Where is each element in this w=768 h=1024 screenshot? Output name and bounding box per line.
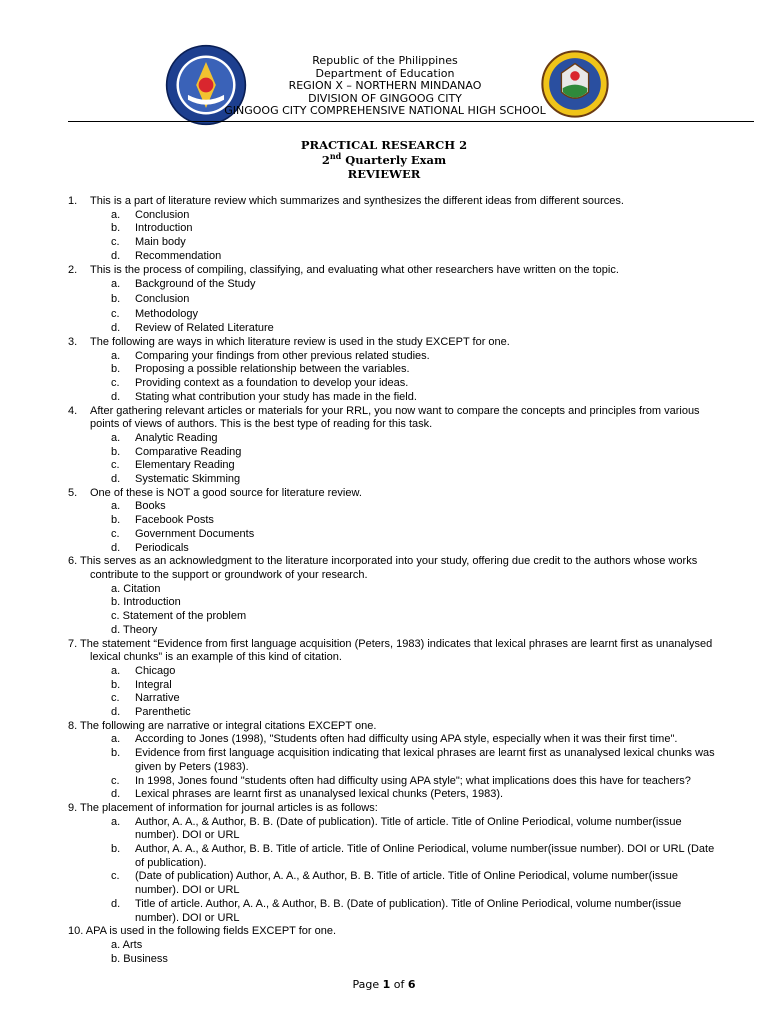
title-reviewer: REVIEWER xyxy=(347,167,421,181)
option: c. Narrative xyxy=(111,692,180,705)
exam-title xyxy=(0,138,768,182)
option: b. Facebook Posts xyxy=(111,514,214,527)
options-2 xyxy=(68,277,723,336)
question-8: 8. The following are narrative or integral citations EXCEPT one. xyxy=(68,719,377,732)
header-line-department: Department of Education xyxy=(315,66,455,80)
option: a. Analytic Reading xyxy=(111,431,218,444)
question-9: 9. The placement of information for journal articles is as follows: xyxy=(68,801,378,814)
option: b. Conclusion xyxy=(111,292,190,305)
options-10 xyxy=(68,939,723,966)
question-1: 1. This is a part of literature review which summarizes and synthesizes the different ideas from different sources. xyxy=(68,195,624,207)
option: d. Periodicals xyxy=(111,541,189,554)
title-subject: PRACTICAL RESEARCH 2 xyxy=(300,138,468,152)
option: d. Title of article. Author, A. A., & Author, B. B. (Date of publication). Title of Online Periodical, volume number(issue number). DOI or URL xyxy=(111,897,682,924)
option: d. Review of Related Literature xyxy=(111,322,274,335)
header-line-school: GINGOOG CITY COMPREHENSIVE NATIONAL HIGH SCHOOL xyxy=(224,104,546,117)
option: c. Providing context as a foundation to develop your ideas. xyxy=(111,377,409,390)
option: d. Recommendation xyxy=(111,249,222,262)
option: d. Systematic Skimming xyxy=(111,473,241,486)
header-line-region: REGION X – NORTHERN MINDANAO xyxy=(288,79,482,92)
option: b. Evidence from first language acquisition indicating that lexical phrases are learnt first as unanalysed lexical chunks was given by Peters (1983). xyxy=(111,747,715,773)
options-1 xyxy=(68,209,723,264)
header-divider xyxy=(68,121,754,122)
option: b. Proposing a possible relationship between the variables. xyxy=(111,363,410,376)
question-3: 3. The following are ways in which literature review is used in the study EXCEPT for one. xyxy=(68,336,510,349)
options-5 xyxy=(68,500,723,555)
header-lines xyxy=(200,55,570,118)
option: b. Introduction xyxy=(111,222,193,235)
option: c. (Date of publication) Author, A. A., & Author, B. B. Title of article. Title of Online Periodical, volume number(issue number). DOI or URL xyxy=(111,870,678,897)
options-8 xyxy=(68,733,723,802)
option: a. Arts xyxy=(111,938,143,951)
option: d. Theory xyxy=(111,623,158,636)
question-4: 4. After gathering relevant articles or materials for your RRL, you now want to compare the concepts and principles from various points of views of authors. This is the best type of reading for this task. xyxy=(68,404,700,431)
option: b. Author, A. A., & Author, B. B. Title of article. Title of Online Periodical, volume number(issue number). DOI or URL (Date of publication). xyxy=(111,843,715,869)
question-10: 10. APA is used in the following fields EXCEPT for one. xyxy=(68,925,337,938)
question-7: 7. The statement “Evidence from first language acquisition (Peters, 1983) indicates that lexical phrases are learnt first as unanalysed lexical chunks” is an example of this kind of citation. xyxy=(68,637,713,664)
option: b. Business xyxy=(111,952,168,965)
options-3 xyxy=(68,350,723,405)
option: a. Citation xyxy=(111,582,161,595)
page-number: Page 1 of 6 xyxy=(352,978,416,991)
option: a. Background of the Study xyxy=(111,278,256,291)
option: a. Books xyxy=(111,500,166,513)
option: c. Methodology xyxy=(111,307,198,320)
option: a. Comparing your findings from other previous related studies. xyxy=(111,349,430,362)
option: d. Parenthetic xyxy=(111,706,191,719)
title-quarter: 2nd Quarterly Exam xyxy=(321,150,447,167)
header-line-republic: Republic of the Philippines xyxy=(312,54,458,67)
question-list xyxy=(68,195,723,966)
option: a. According to Jones (1998), "Students often had difficulty using APA style, especially when it was their first time". xyxy=(111,733,678,746)
options-6 xyxy=(68,583,723,638)
option: a. Conclusion xyxy=(111,208,190,221)
option: a. Chicago xyxy=(111,664,176,677)
option: d. Lexical phrases are learnt first as unanalysed lexical chunks (Peters, 1983). xyxy=(111,788,504,801)
option: b. Introduction xyxy=(111,596,181,609)
document-header xyxy=(0,0,768,124)
option: c. Government Documents xyxy=(111,527,255,540)
question-6: 6. This serves as an acknowledgment to the literature incorporated into your study, offering due credit to the authors whose works contribute to the support or groundwork of your research. xyxy=(68,555,698,581)
question-2: 2. This is the process of compiling, classifying, and evaluating what other researchers have written on the topic. xyxy=(68,263,619,276)
header-line-division: DIVISION OF GINGOOG CITY xyxy=(308,91,462,105)
options-7 xyxy=(68,665,723,720)
question-5: 5. One of these is NOT a good source for literature review. xyxy=(68,486,362,499)
option: a. Author, A. A., & Author, B. B. (Date of publication). Title of article. Title of Online Periodical, volume number(issue number). DOI or URL xyxy=(111,815,682,842)
option: c. Elementary Reading xyxy=(111,459,235,472)
option: d. Stating what contribution your study has made in the field. xyxy=(111,390,417,403)
option: b. Integral xyxy=(111,678,172,691)
options-9 xyxy=(68,816,723,926)
option: c. In 1998, Jones found "students often had difficulty using APA style"; what implications does this have for teachers? xyxy=(111,774,691,787)
option: c. Main body xyxy=(111,236,186,249)
option: b. Comparative Reading xyxy=(111,445,242,458)
option: c. Statement of the problem xyxy=(111,610,247,623)
options-4 xyxy=(68,432,723,487)
